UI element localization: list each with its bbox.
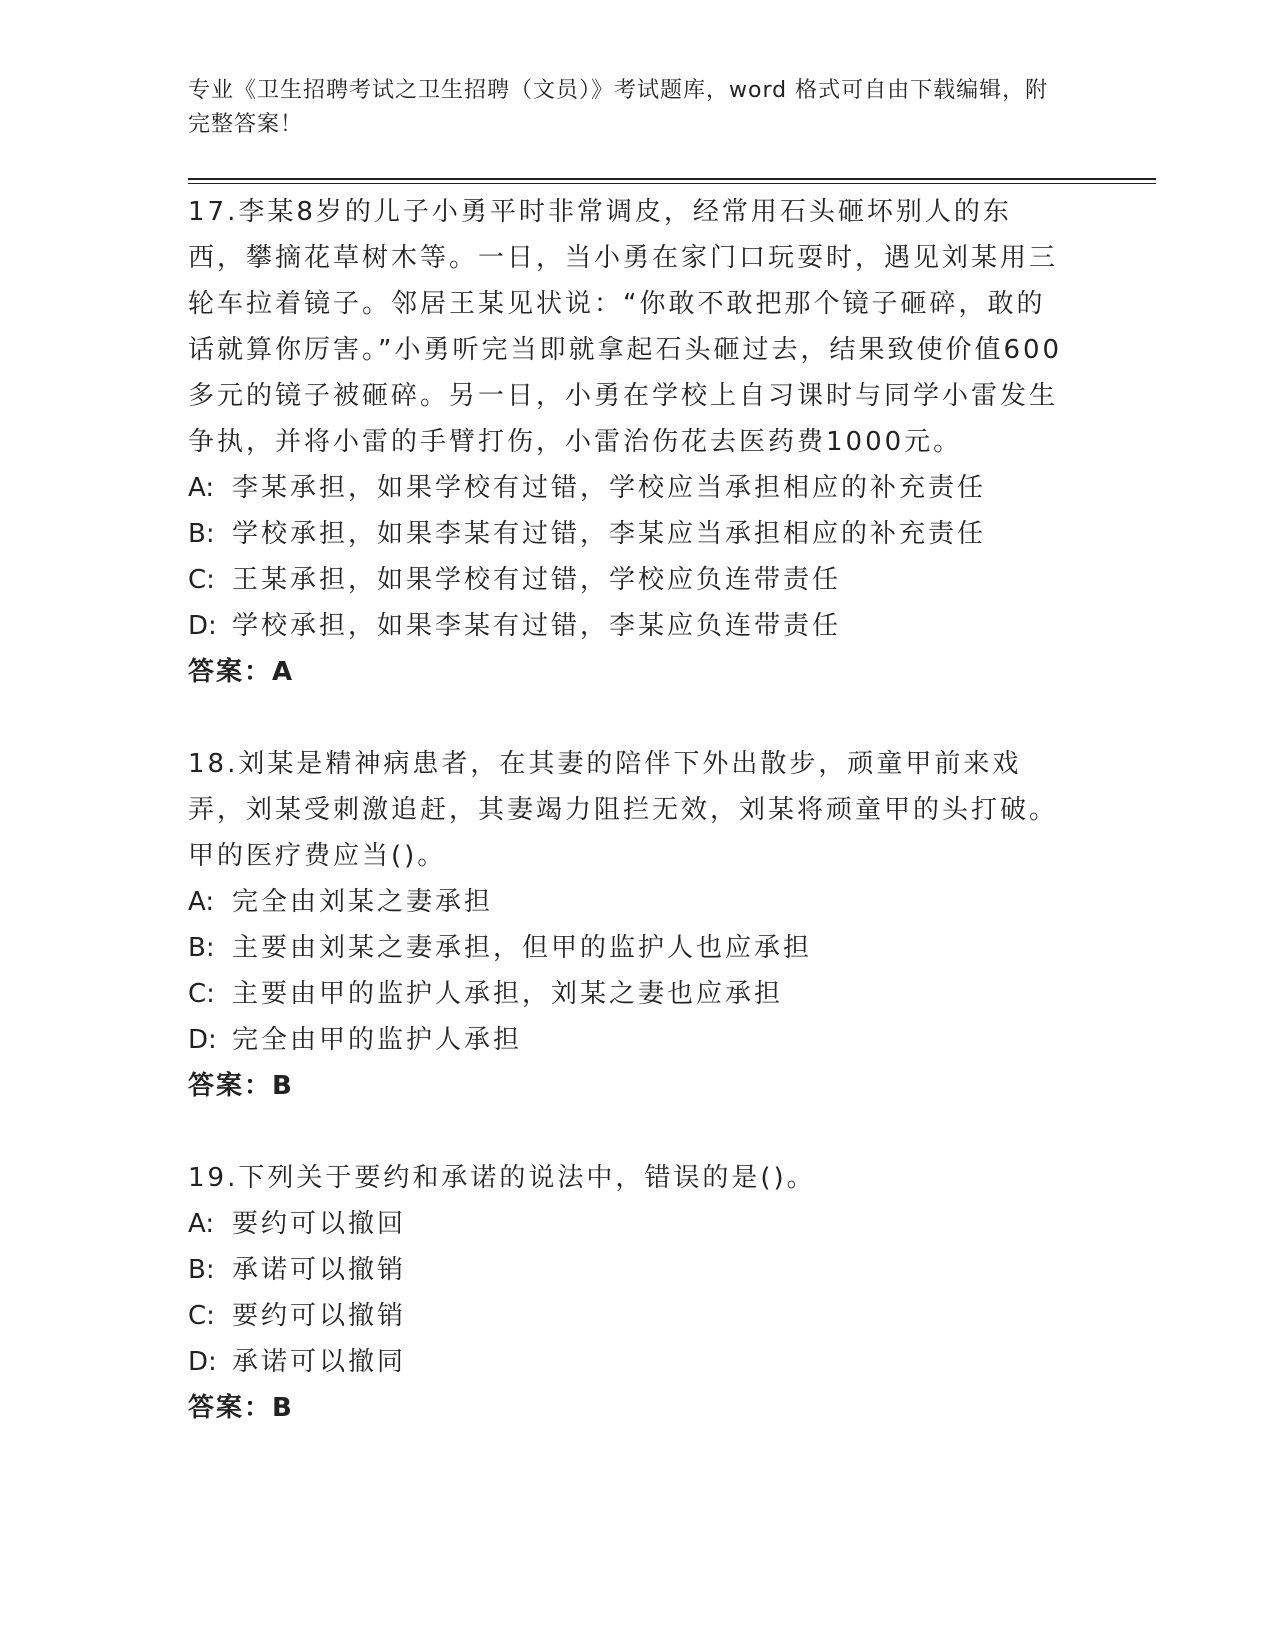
header-divider-thin xyxy=(188,183,1156,184)
option-text: 要约可以撤销 xyxy=(232,1301,407,1331)
question-18 xyxy=(188,741,1068,1109)
option-a xyxy=(188,465,1068,511)
answer-line: 答案：B xyxy=(188,1393,294,1423)
document-header: 专业《卫生招聘考试之卫生招聘（文员）》考试题库，word 格式可自由下载编辑，附完整答案！ xyxy=(188,78,1049,137)
option-text: 学校承担，如果李某有过错，李某应负连带责任 xyxy=(232,611,842,641)
option-text: 主要由甲的监护人承担，刘某之妻也应承担 xyxy=(232,979,784,1009)
option-c xyxy=(188,971,1068,1017)
question-text: 17.李某8岁的儿子小勇平时非常调皮，经常用石头砸坏别人的东西，攀摘花草树木等。一日，当小勇在家门口玩耍时，遇见刘某用三轮车拉着镜子。邻居王某见状说：“你敢不敢把那个镜子砸碎，敢的话就算你厉害。”小勇听完当即就拿起石头砸过去，结果致使价值600多元的镜子被砸碎。另一日，小勇在学校上自习课时与同学小雷发生争执，并将小雷的手臂打伤，小雷治伤花去医药费1000元。 xyxy=(188,197,1063,457)
option-text: 李某承担，如果学校有过错，学校应当承担相应的补充责任 xyxy=(232,473,987,503)
option-a xyxy=(188,1201,1068,1247)
option-text: 承诺可以撤销 xyxy=(232,1255,407,1285)
option-key: D: xyxy=(188,1347,217,1377)
question-list xyxy=(188,189,1068,1477)
header-divider-thick xyxy=(188,178,1156,180)
option-c xyxy=(188,1293,1068,1339)
option-key: A: xyxy=(188,887,215,917)
option-key: D: xyxy=(188,1025,217,1055)
option-text: 学校承担，如果李某有过错，李某应当承担相应的补充责任 xyxy=(232,519,987,549)
answer-line: 答案：A xyxy=(188,657,295,687)
option-key: C: xyxy=(188,979,215,1009)
option-d xyxy=(188,1017,1068,1063)
option-a xyxy=(188,879,1068,925)
option-c xyxy=(188,557,1068,603)
option-key: B: xyxy=(188,933,215,963)
option-text: 王某承担，如果学校有过错，学校应负连带责任 xyxy=(232,565,842,595)
option-key: C: xyxy=(188,1301,215,1331)
option-d xyxy=(188,603,1068,649)
option-key: B: xyxy=(188,519,215,549)
question-text: 18.刘某是精神病患者，在其妻的陪伴下外出散步，顽童甲前来戏弄，刘某受刺激追赶，其妻竭力阻拦无效，刘某将顽童甲的头打破。甲的医疗费应当()。 xyxy=(188,749,1059,871)
question-text: 19.下列关于要约和承诺的说法中，错误的是()。 xyxy=(188,1163,816,1193)
option-text: 承诺可以撤同 xyxy=(232,1347,407,1377)
option-key: D: xyxy=(188,611,217,641)
option-text: 完全由刘某之妻承担 xyxy=(232,887,494,917)
option-text: 要约可以撤回 xyxy=(232,1209,407,1239)
question-17 xyxy=(188,189,1068,695)
option-b xyxy=(188,511,1068,557)
option-b xyxy=(188,925,1068,971)
question-19 xyxy=(188,1155,1068,1431)
option-key: A: xyxy=(188,473,215,503)
option-text: 主要由刘某之妻承担，但甲的监护人也应承担 xyxy=(232,933,813,963)
option-key: C: xyxy=(188,565,215,595)
answer-line: 答案：B xyxy=(188,1071,294,1101)
option-key: B: xyxy=(188,1255,215,1285)
option-b xyxy=(188,1247,1068,1293)
option-text: 完全由甲的监护人承担 xyxy=(232,1025,523,1055)
option-key: A: xyxy=(188,1209,215,1239)
option-d xyxy=(188,1339,1068,1385)
